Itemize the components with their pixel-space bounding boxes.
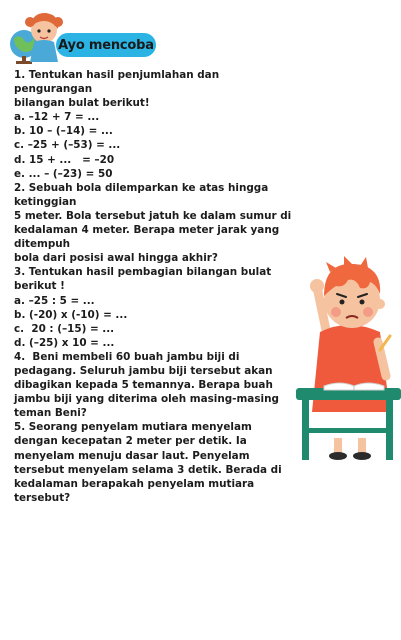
question-3a: a. –25 : 5 = ... xyxy=(14,294,95,307)
question-3d: d. (–25) x 10 = ... xyxy=(14,336,115,349)
question-5-line-4: tersebut menyelam selama 3 detik. Berada di xyxy=(14,463,282,476)
page-title: Ayo mencoba xyxy=(58,37,154,53)
question-4-line-3: dibagikan kepada 5 temannya. Berapa buah xyxy=(14,379,273,392)
question-5-line-5: kedalaman berapakah penyelam mutiara xyxy=(14,477,255,490)
question-3-prompt: 3. Tentukan hasil pembagian bilangan bulat berikut ! xyxy=(14,266,272,293)
question-list xyxy=(14,68,296,505)
question-5-line-2: dengan kecepatan 2 meter per detik. Ia xyxy=(14,435,247,448)
question-2-line-4: bola dari posisi awal hingga akhir? xyxy=(14,252,218,265)
question-1d: d. 15 + ... = –20 xyxy=(14,153,115,166)
question-2-line-2: 5 meter. Bola tersebut jatuh ke dalam sumur di xyxy=(14,209,292,222)
question-1a: a. –12 + 7 = ... xyxy=(14,111,100,124)
header xyxy=(0,0,401,66)
question-1e: e. ... – (–23) = 50 xyxy=(14,167,113,180)
question-3c: c. 20 : (–15) = ... xyxy=(14,322,115,335)
question-4-line-2: pedagang. Seluruh jambu biji tersebut akan xyxy=(14,364,273,377)
boy-at-desk-icon xyxy=(296,252,401,467)
question-5-line-1: 5. Seorang penyelam mutiara menyelam xyxy=(14,421,252,434)
question-5-line-6: tersebut? xyxy=(14,491,71,504)
title-banner xyxy=(56,33,156,57)
question-1c: c. –25 + (–53) = ... xyxy=(14,139,121,152)
question-3b: b. (-20) x (-10) = ... xyxy=(14,308,128,321)
question-4-line-1: 4. Beni membeli 60 buah jambu biji di xyxy=(14,350,240,363)
question-1b: b. 10 – (–14) = ... xyxy=(14,125,113,138)
question-2-line-1: 2. Sebuah bola dilemparkan ke atas hingga ketinggian xyxy=(14,181,269,208)
question-4-line-4: jambu biji yang diterima oleh masing-masing xyxy=(14,393,279,406)
question-4-line-5: teman Beni? xyxy=(14,407,87,420)
question-2-line-3: kedalaman 4 meter. Berapa meter jarak yang ditempuh xyxy=(14,224,280,251)
question-1-prompt-cont: bilangan bulat berikut! xyxy=(14,97,150,110)
question-5-line-3: menyelam menuju dasar laut. Penyelam xyxy=(14,449,250,462)
question-1-prompt: 1. Tentukan hasil penjumlahan dan pengurangan xyxy=(14,69,220,96)
